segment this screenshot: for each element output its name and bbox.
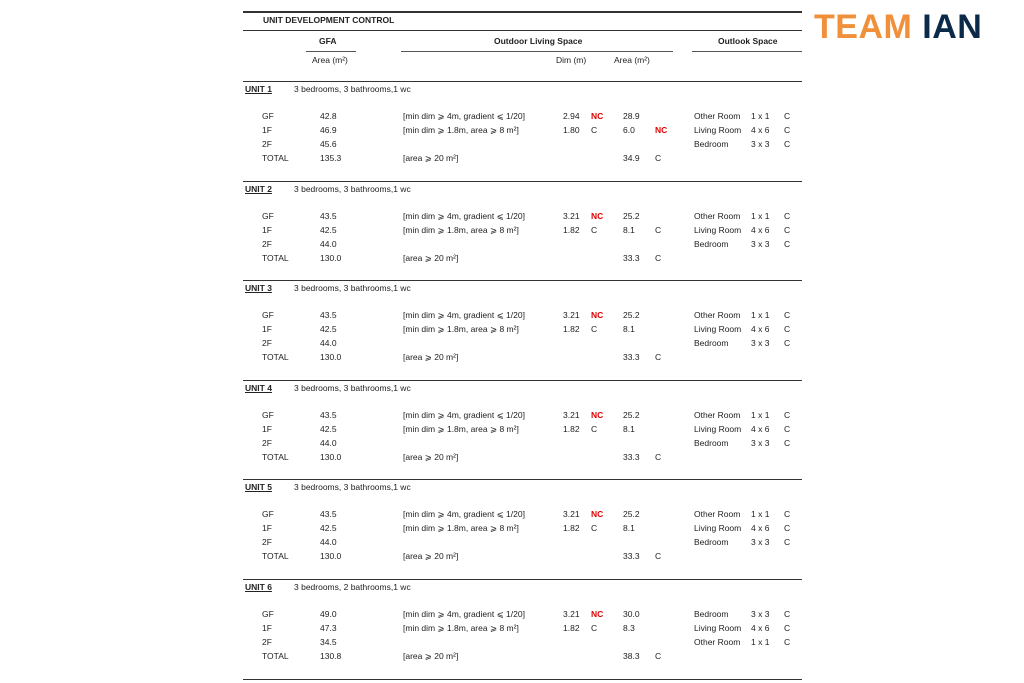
header-gfa-area: Area (m²) (312, 55, 348, 65)
outlook-room: Bedroom (694, 139, 729, 149)
gfa-value: 42.5 (320, 523, 337, 533)
area-value: 8.1 (623, 424, 635, 434)
requirement: [min dim ⩾ 4m, gradient ⩽ 1/20] (403, 211, 525, 221)
floor: 2F (262, 537, 272, 547)
outlook-size: 1 x 1 (751, 637, 770, 647)
dim-status: NC (591, 609, 604, 619)
dim-value: 1.82 (563, 623, 580, 633)
outlook-room: Other Room (694, 410, 741, 420)
gfa-value: 42.5 (320, 424, 337, 434)
outlook-status: C (784, 111, 791, 121)
dim-status: C (591, 424, 598, 434)
floor: 1F (262, 623, 272, 633)
brand-logo (814, 8, 982, 47)
outlook-status: C (784, 139, 791, 149)
unit-label: UNIT 5 (245, 482, 272, 492)
outlook-status: C (784, 338, 791, 348)
outlook-size: 4 x 6 (751, 523, 770, 533)
floor: TOTAL (262, 452, 289, 462)
outlook-room: Other Room (694, 211, 741, 221)
gfa-value: 34.5 (320, 637, 337, 647)
dim-value: 1.82 (563, 225, 580, 235)
outlook-status: C (784, 125, 791, 135)
gfa-value: 43.5 (320, 211, 337, 221)
floor: 2F (262, 139, 272, 149)
requirement: [area ⩾ 20 m²] (403, 651, 459, 661)
outlook-room: Other Room (694, 509, 741, 519)
dim-status: NC (591, 111, 604, 121)
floor: 2F (262, 637, 272, 647)
outlook-status: C (784, 523, 791, 533)
area-value: 33.3 (623, 452, 640, 462)
outlook-room: Bedroom (694, 338, 729, 348)
outlook-size: 1 x 1 (751, 410, 770, 420)
outlook-room: Other Room (694, 310, 741, 320)
outlook-status: C (784, 623, 791, 633)
outlook-status: C (784, 609, 791, 619)
dim-status: NC (591, 211, 604, 221)
unit-label: UNIT 4 (245, 383, 272, 393)
dim-value: 1.82 (563, 324, 580, 334)
outlook-room: Bedroom (694, 609, 729, 619)
gfa-value: 44.0 (320, 239, 337, 249)
outlook-size: 4 x 6 (751, 623, 770, 633)
floor: 1F (262, 424, 272, 434)
floor: GF (262, 310, 274, 320)
table-top-rule (243, 11, 802, 13)
area-status: C (655, 253, 662, 263)
dim-value: 3.21 (563, 211, 580, 221)
outlook-status: C (784, 509, 791, 519)
floor: 2F (262, 239, 272, 249)
gfa-value: 46.9 (320, 125, 337, 135)
area-value: 34.9 (623, 153, 640, 163)
gfa-value: 130.0 (320, 551, 342, 561)
gfa-value: 47.3 (320, 623, 337, 633)
area-value: 25.2 (623, 509, 640, 519)
gfa-value: 45.6 (320, 139, 337, 149)
dim-value: 2.94 (563, 111, 580, 121)
requirement: [area ⩾ 20 m²] (403, 551, 459, 561)
unit-rule (243, 81, 802, 82)
outlook-status: C (784, 225, 791, 235)
floor: TOTAL (262, 253, 289, 263)
outlook-status: C (784, 324, 791, 334)
gfa-value: 44.0 (320, 537, 337, 547)
unit-label: UNIT 2 (245, 184, 272, 194)
dim-value: 1.80 (563, 125, 580, 135)
floor: 2F (262, 338, 272, 348)
area-value: 8.1 (623, 523, 635, 533)
requirement: [min dim ⩾ 1.8m, area ⩾ 8 m²] (403, 324, 519, 334)
unit-description: 3 bedrooms, 3 bathrooms,1 wc (294, 283, 411, 293)
requirement: [area ⩾ 20 m²] (403, 452, 459, 462)
dim-status: C (591, 623, 598, 633)
gfa-value: 44.0 (320, 338, 337, 348)
requirement: [min dim ⩾ 4m, gradient ⩽ 1/20] (403, 509, 525, 519)
unit-rule (243, 579, 802, 580)
table-title: UNIT DEVELOPMENT CONTROL (263, 15, 395, 25)
header-rule (243, 30, 802, 31)
area-value: 25.2 (623, 211, 640, 221)
area-value: 8.3 (623, 623, 635, 633)
unit-description: 3 bedrooms, 2 bathrooms,1 wc (294, 582, 411, 592)
requirement: [min dim ⩾ 1.8m, area ⩾ 8 m²] (403, 523, 519, 533)
table-bottom-rule (243, 679, 802, 680)
requirement: [min dim ⩾ 4m, gradient ⩽ 1/20] (403, 410, 525, 420)
unit-rule (243, 181, 802, 182)
outlook-status: C (784, 537, 791, 547)
unit-rule (243, 280, 802, 281)
requirement: [area ⩾ 20 m²] (403, 352, 459, 362)
dim-value: 3.21 (563, 310, 580, 320)
area-value: 6.0 (623, 125, 635, 135)
floor: 1F (262, 225, 272, 235)
area-status: C (655, 352, 662, 362)
dim-status: C (591, 523, 598, 533)
area-status: NC (655, 125, 668, 135)
area-status: C (655, 452, 662, 462)
outlook-size: 4 x 6 (751, 225, 770, 235)
floor: 2F (262, 438, 272, 448)
area-value: 28.9 (623, 111, 640, 121)
requirement: [area ⩾ 20 m²] (403, 153, 459, 163)
outlook-room: Living Room (694, 623, 742, 633)
area-value: 8.1 (623, 225, 635, 235)
dim-value: 1.82 (563, 523, 580, 533)
dim-value: 1.82 (563, 424, 580, 434)
area-value: 33.3 (623, 551, 640, 561)
unit-rule (243, 380, 802, 381)
outlook-size: 3 x 3 (751, 338, 770, 348)
header-dim: Dim (m) (556, 55, 587, 65)
floor: TOTAL (262, 153, 289, 163)
area-status: C (655, 651, 662, 661)
dim-status: C (591, 324, 598, 334)
floor: TOTAL (262, 651, 289, 661)
outlook-size: 1 x 1 (751, 111, 770, 121)
outlook-status: C (784, 239, 791, 249)
gfa-value: 43.5 (320, 509, 337, 519)
requirement: [min dim ⩾ 4m, gradient ⩽ 1/20] (403, 111, 525, 121)
unit-description: 3 bedrooms, 3 bathrooms,1 wc (294, 84, 411, 94)
area-value: 38.3 (623, 651, 640, 661)
outlook-size: 1 x 1 (751, 211, 770, 221)
dim-value: 3.21 (563, 410, 580, 420)
requirement: [min dim ⩾ 1.8m, area ⩾ 8 m²] (403, 225, 519, 235)
dim-status: C (591, 125, 598, 135)
outlook-status: C (784, 438, 791, 448)
floor: 1F (262, 324, 272, 334)
outlook-size: 4 x 6 (751, 424, 770, 434)
area-value: 8.1 (623, 324, 635, 334)
requirement: [min dim ⩾ 1.8m, area ⩾ 8 m²] (403, 623, 519, 633)
outlook-size: 3 x 3 (751, 438, 770, 448)
outlook-underline (692, 51, 802, 52)
brand-logo-team: TEAM (814, 8, 913, 46)
outlook-room: Living Room (694, 225, 742, 235)
outlook-room: Living Room (694, 424, 742, 434)
unit-description: 3 bedrooms, 3 bathrooms,1 wc (294, 482, 411, 492)
requirement: [min dim ⩾ 1.8m, area ⩾ 8 m²] (403, 125, 519, 135)
floor: 1F (262, 125, 272, 135)
unit-label: UNIT 3 (245, 283, 272, 293)
dim-value: 3.21 (563, 509, 580, 519)
gfa-value: 130.0 (320, 452, 342, 462)
floor: GF (262, 509, 274, 519)
requirement: [min dim ⩾ 1.8m, area ⩾ 8 m²] (403, 424, 519, 434)
floor: GF (262, 609, 274, 619)
outlook-room: Bedroom (694, 438, 729, 448)
outlook-size: 4 x 6 (751, 324, 770, 334)
gfa-value: 44.0 (320, 438, 337, 448)
area-status: C (655, 153, 662, 163)
floor: TOTAL (262, 352, 289, 362)
requirement: [min dim ⩾ 4m, gradient ⩽ 1/20] (403, 310, 525, 320)
area-value: 25.2 (623, 410, 640, 420)
gfa-value: 42.5 (320, 324, 337, 334)
gfa-underline (306, 51, 356, 52)
unit-label: UNIT 1 (245, 84, 272, 94)
outlook-status: C (784, 410, 791, 420)
dim-status: NC (591, 310, 604, 320)
outlook-room: Living Room (694, 523, 742, 533)
unit-label: UNIT 6 (245, 582, 272, 592)
outlook-status: C (784, 310, 791, 320)
outlook-status: C (784, 211, 791, 221)
outlook-size: 3 x 3 (751, 139, 770, 149)
outlook-room: Living Room (694, 324, 742, 334)
outlook-size: 4 x 6 (751, 125, 770, 135)
outlook-room: Other Room (694, 637, 741, 647)
gfa-value: 42.5 (320, 225, 337, 235)
area-value: 33.3 (623, 253, 640, 263)
gfa-value: 42.8 (320, 111, 337, 121)
floor: 1F (262, 523, 272, 533)
brand-logo-name: IAN (922, 8, 983, 46)
dim-status: NC (591, 410, 604, 420)
area-value: 25.2 (623, 310, 640, 320)
dim-value: 3.21 (563, 609, 580, 619)
floor: GF (262, 211, 274, 221)
area-status: C (655, 551, 662, 561)
gfa-value: 135.3 (320, 153, 342, 163)
header-outdoor-living-space: Outdoor Living Space (494, 36, 583, 46)
area-value: 30.0 (623, 609, 640, 619)
gfa-value: 43.5 (320, 410, 337, 420)
outdoor-underline (401, 51, 673, 52)
outlook-room: Bedroom (694, 239, 729, 249)
outlook-size: 3 x 3 (751, 537, 770, 547)
gfa-value: 130.8 (320, 651, 342, 661)
gfa-value: 43.5 (320, 310, 337, 320)
outlook-status: C (784, 637, 791, 647)
outlook-room: Living Room (694, 125, 742, 135)
floor: TOTAL (262, 551, 289, 561)
requirement: [min dim ⩾ 4m, gradient ⩽ 1/20] (403, 609, 525, 619)
area-value: 33.3 (623, 352, 640, 362)
gfa-value: 130.0 (320, 352, 342, 362)
header-outlook-space: Outlook Space (718, 36, 778, 46)
requirement: [area ⩾ 20 m²] (403, 253, 459, 263)
gfa-value: 130.0 (320, 253, 342, 263)
outlook-size: 3 x 3 (751, 609, 770, 619)
header-gfa: GFA (319, 36, 337, 46)
outlook-status: C (784, 424, 791, 434)
outlook-size: 1 x 1 (751, 310, 770, 320)
unit-description: 3 bedrooms, 3 bathrooms,1 wc (294, 184, 411, 194)
dim-status: NC (591, 509, 604, 519)
header-area: Area (m²) (614, 55, 650, 65)
outlook-size: 3 x 3 (751, 239, 770, 249)
outlook-room: Other Room (694, 111, 741, 121)
gfa-value: 49.0 (320, 609, 337, 619)
floor: GF (262, 410, 274, 420)
area-status: C (655, 225, 662, 235)
outlook-size: 1 x 1 (751, 509, 770, 519)
outlook-room: Bedroom (694, 537, 729, 547)
unit-description: 3 bedrooms, 3 bathrooms,1 wc (294, 383, 411, 393)
unit-rule (243, 479, 802, 480)
dim-status: C (591, 225, 598, 235)
floor: GF (262, 111, 274, 121)
